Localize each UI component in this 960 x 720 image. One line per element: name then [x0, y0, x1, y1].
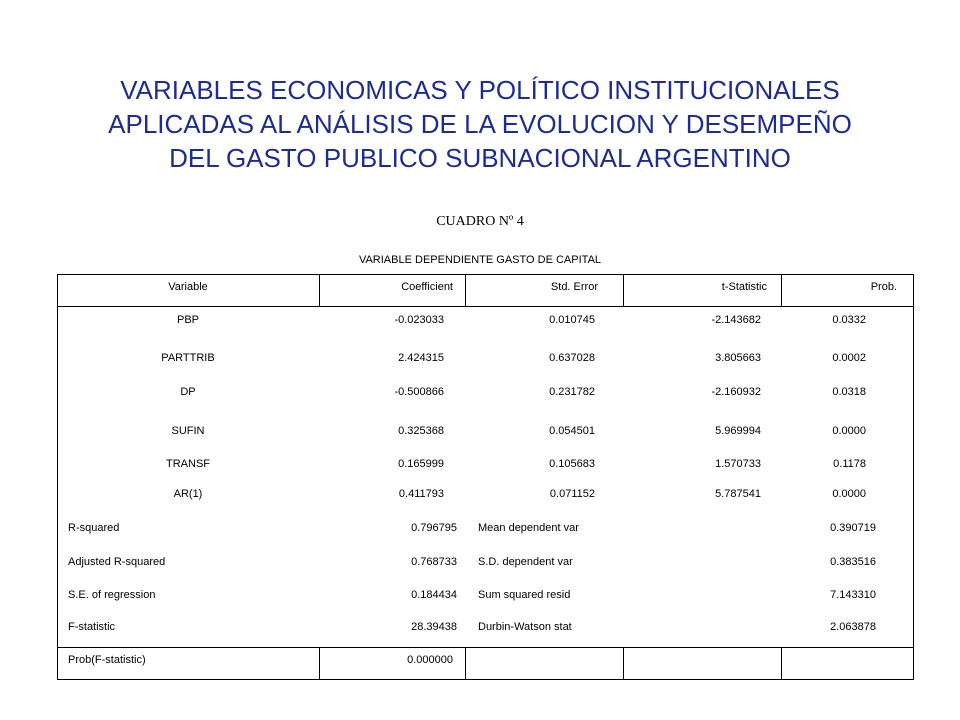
row-prob: 0.0000 [832, 425, 866, 437]
stat-value: 0.184434 [411, 589, 457, 601]
row-t-statistic: -2.143682 [711, 314, 761, 326]
row-prob: 0.0002 [832, 352, 866, 364]
header-t-statistic: t-Statistic [721, 281, 767, 293]
table-frame [57, 274, 914, 680]
stat-label: Sum squared resid [478, 589, 571, 601]
prob-f-value: 0.000000 [407, 654, 453, 666]
row-coefficient: 0.165999 [398, 458, 444, 470]
row-coefficient: 2.424315 [398, 352, 444, 364]
row-variable: SUFIN [171, 425, 205, 437]
row-variable: AR(1) [173, 488, 203, 500]
title-line-2: APLICADAS AL ANÁLISIS DE LA EVOLUCION Y DESEMPEÑO [108, 109, 852, 139]
row-std-error: 0.105683 [549, 458, 595, 470]
prob-f-divider [781, 647, 782, 680]
table-caption: CUADRO Nº 4 [436, 214, 524, 229]
row-t-statistic: 3.805663 [715, 352, 761, 364]
stat-value: 28.39438 [411, 621, 457, 633]
header-prob: Prob. [870, 281, 897, 293]
row-std-error: 0.054501 [549, 425, 595, 437]
header-variable: Variable [168, 281, 208, 293]
row-variable: PARTTRIB [161, 352, 215, 364]
slide-title [0, 73, 960, 175]
row-t-statistic: 1.570733 [715, 458, 761, 470]
row-prob: 0.0318 [832, 386, 866, 398]
row-coefficient: 0.325368 [398, 425, 444, 437]
stat-label: F-statistic [68, 621, 116, 633]
row-coefficient: 0.411793 [398, 488, 444, 500]
prob-f-divider [623, 647, 624, 680]
row-prob: 0.0000 [832, 488, 866, 500]
row-prob: 0.1178 [833, 458, 866, 470]
row-std-error: 0.231782 [549, 386, 595, 398]
row-t-statistic: 5.787541 [715, 488, 761, 500]
row-prob: 0.0332 [832, 314, 866, 326]
stat-value: 0.383516 [830, 556, 876, 568]
title-line-1: VARIABLES ECONOMICAS Y POLÍTICO INSTITUCIONALES [120, 75, 840, 105]
row-variable: DP [180, 386, 196, 398]
prob-f-label: Prob(F-statistic) [68, 654, 146, 666]
row-t-statistic: 5.969994 [715, 425, 761, 437]
row-std-error: 0.010745 [549, 314, 595, 326]
header-coefficient: Coefficient [401, 281, 453, 293]
dependent-variable-label: VARIABLE DEPENDIENTE GASTO DE CAPITAL [358, 254, 602, 266]
stat-value: 0.796795 [411, 522, 457, 534]
title-line-3: DEL GASTO PUBLICO SUBNACIONAL ARGENTINO [169, 143, 791, 173]
stat-label: Adjusted R-squared [68, 556, 166, 568]
stat-value: 0.390719 [830, 522, 876, 534]
stat-value: 7.143310 [830, 589, 876, 601]
row-std-error: 0.071152 [549, 488, 595, 500]
stat-label: Durbin-Watson stat [478, 621, 572, 633]
row-coefficient: -0.023033 [394, 314, 444, 326]
row-coefficient: -0.500866 [394, 386, 444, 398]
stat-value: 2.063878 [830, 621, 876, 633]
row-variable: PBP [176, 314, 199, 326]
stat-label: Mean dependent var [478, 522, 579, 534]
prob-f-divider [465, 647, 466, 680]
header-std-error: Std. Error [550, 281, 598, 293]
row-variable: TRANSF [166, 458, 210, 470]
row-std-error: 0.637028 [549, 352, 595, 364]
prob-f-row-border [57, 647, 914, 680]
stat-label: S.E. of regression [68, 589, 156, 601]
stat-label: R-squared [68, 522, 120, 534]
row-t-statistic: -2.160932 [711, 386, 761, 398]
stat-value: 0.768733 [411, 556, 457, 568]
stat-label: S.D. dependent var [478, 556, 573, 568]
